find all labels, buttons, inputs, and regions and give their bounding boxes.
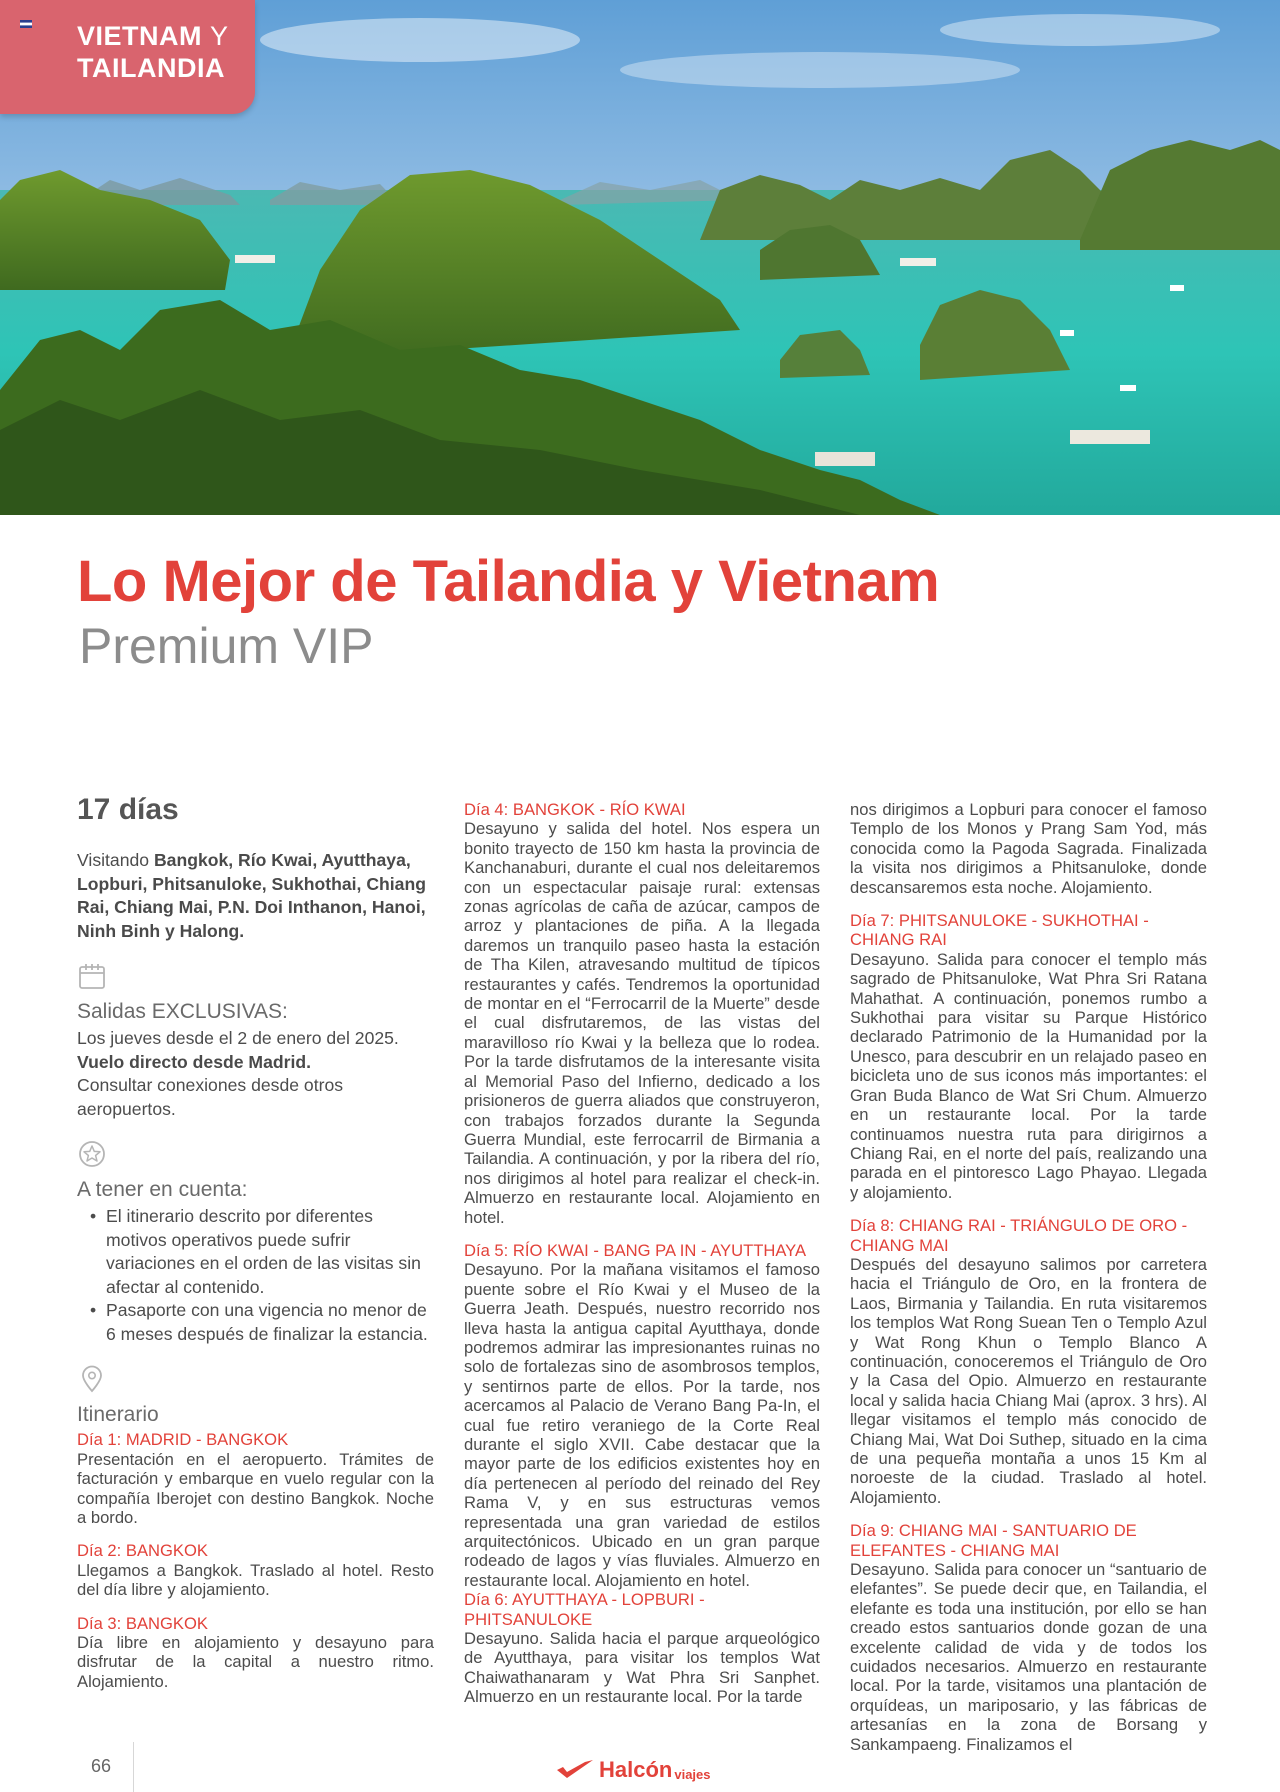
day-3-title: Día 3: BANGKOK: [77, 1613, 208, 1633]
trip-duration: 17 días: [77, 793, 179, 826]
day-3-text: Día libre en alojamiento y desayuno para disfrutar de la capital a nuestro ritmo. Alojamiento.: [77, 1633, 434, 1691]
departures-dates: Los jueves desde el 2 de enero del 2025.: [77, 1028, 399, 1049]
column-2: [464, 800, 820, 1707]
list-item: • El itinerario descrito por diferentes motivos operativos puede sufrir variaciones en el orden de las visitas sin afectar al contenido.: [90, 1205, 434, 1299]
footer-divider: [133, 1742, 134, 1792]
brand-logo: [555, 1753, 711, 1787]
day-6-text: Desayuno. Salida hacia el parque arqueológico de Ayutthaya, para visitar los templos Wat Chaiwathanaram y Wat Phra Sri Sanphet. Almuerzo en un restaurante local. Por la tarde: [464, 1629, 820, 1707]
star-icon: [77, 1139, 107, 1169]
brand-suffix: viajes: [674, 1766, 711, 1782]
column-1: [77, 793, 434, 1705]
spain-flag-icon: [20, 20, 32, 28]
day-6-title: Día 6: AYUTTHAYA - LOPBURI - PHITSANULOKE: [464, 1590, 705, 1629]
departures-heading: Salidas EXCLUSIVAS:: [77, 1000, 288, 1024]
day-4-title: Día 4: BANGKOK - RÍO KWAI: [464, 800, 686, 819]
halcon-wing-icon: [555, 1758, 595, 1782]
day-6-text-continued: nos dirigimos a Lopburi para conocer el famoso Templo de los Monos y Prang Sam Yod, más conocida como la Pagoda Sagrada. Finalizada la visita nos dirigimos a Phitsanuloke, donde descansaremos esta noche. Alojamiento.: [850, 800, 1207, 897]
page-number: 66: [91, 1756, 112, 1776]
list-item: • Pasaporte con una vigencia no menor de 6 meses después de finalizar la estancia.: [90, 1299, 434, 1346]
day-5-title: Día 5: RÍO KWAI - BANG PA IN - AYUTTHAYA: [464, 1240, 807, 1260]
day-4-text: Desayuno y salida del hotel. Nos espera un bonito trayecto de 150 km hasta la provincia de Kanchanaburi, durante el cual nos deleitaremos con un espectacular paisaje rural: extensas zonas agrícolas de caña de azúcar, campos de arroz y plantaciones de piña. A la llegada daremos un tranquilo paseo hasta la estación de Tha Kilen, atravesando multitud de típicos restaurantes y cafés. Tendremos la oportunidad de montar en el “Ferrocarril de la Muerte” desde el cual disfrutaremos, de las vistas del maravilloso río Kwai y la belleza que lo rodea. Por la tarde disfrutamos de la interesante visita al Memorial Paso del Infierno, dedicado a los prisioneros de guerra aliados que construyeron, con trabajos forzados durante la Segunda Guerra Mundial, este ferrocarril de Birmania a Tailandia. A continuación, y por la ribera del río, nos dirigimos al hotel para realizar el check-in. Almuerzo en restaurante local. Alojamiento en hotel.: [464, 819, 820, 1227]
page-title: Lo Mejor de Tailandia y Vietnam: [77, 549, 940, 614]
region-tag: [0, 0, 255, 114]
day-7-title: Día 7: PHITSANULOKE - SUKHOTHAI - CHIANG RAI: [850, 911, 1149, 950]
day-1-title: Día 1: MADRID - BANGKOK: [77, 1430, 289, 1450]
day-8-text: Después del desayuno salimos por carretera hacia el Triángulo de Oro, en la frontera de Laos, Birmania y Tailandia. En ruta visitaremos los templos Wat Rong Suean Ten o Templo Azul y Wat Rong Khun o Templo Blanco A continuación, conoceremos el Triángulo de Oro y la Casa del Opio. Almuerzo en restaurante local y salida hacia Chiang Mai (aprox. 3 hrs). Al llegar visitamos el templo más conocido de Chiang Mai, Wat Doi Suthep, situado en la cima de una pequeña montaña a unos 15 Km al noroeste de la ciudad. Traslado al hotel. Alojamiento.: [850, 1254, 1207, 1507]
itinerary-heading: Itinerario: [77, 1403, 159, 1427]
day-8-title: Día 8: CHIANG RAI - TRIÁNGULO DE ORO - CHIANG MAI: [850, 1216, 1188, 1255]
day-5-text: Desayuno. Por la mañana visitamos el famoso puente sobre el Río Kwai y el Museo de la Guerra Jeath. Después, nuestro recorrido nos lleva hasta la antigua capital Ayutthaya, donde podremos admirar las impresionantes ruinas no solo de fortalezas sino de asombrosos templos, y sentirnos parte de ellos. Por la tarde, nos acercamos al Palacio de Verano Bang Pa-In, el cual fue retiro veraniego de la Corte Real durante el siglo XVII. Cabe destacar que la mayor parte de los edificios existentes hoy en día pertenecen al período del reinado del Rey Rama V, y en sus estructuras vemos representada una gran variedad de estilos arquitectónicos. Ubicado en un gran parque rodeado de lagos y vías fluviales. Almuerzo en restaurante local. Alojamiento en hotel.: [464, 1260, 820, 1590]
calendar-icon: [77, 961, 107, 991]
page-subtitle: Premium VIP: [79, 618, 374, 674]
day-2-text: Llegamos a Bangkok. Traslado al hotel. Resto del día libre y alojamiento.: [77, 1560, 434, 1600]
visiting-summary: Visitando Bangkok, Río Kwai, Ayutthaya, Lopburi, Phitsanuloke, Sukhothai, Chiang Rai, Chiang Mai, P.N. Doi Inthanon, Hanoi, Ninh Binh y Halong.: [77, 850, 426, 941]
day-7-text: Desayuno. Salida para conocer el templo más sagrado de Phitsanuloke, Wat Phra Sri Ratana Mahathat. A continuación, ponemos rumbo a Sukhothai para visitar su Parque Histórico declarado Patrimonio de la Humanidad por la Unesco, para descubrir en un relajado paseo en bicicleta uno de sus iconos más importantes: el Gran Buda Blanco de Wat Sri Chum. Almuerzo en un restaurante local. Por la tarde continuamos nuestra ruta para dirigirnos a Chiang Rai, en el norte del país, realizando una parada en el pintoresco Lago Phayao. Llegada y alojamiento.: [850, 949, 1207, 1202]
region-line-1: VIETNAM Y: [77, 21, 229, 51]
day-2-title: Día 2: BANGKOK: [77, 1541, 208, 1561]
column-3: [850, 800, 1207, 1754]
departures-connections: Consultar conexiones desde otros aeropuertos.: [77, 1075, 344, 1119]
day-9-title: Día 9: CHIANG MAI - SANTUARIO DE ELEFANTES - CHIANG MAI: [850, 1521, 1137, 1560]
departures-flight: Vuelo directo desde Madrid.: [77, 1051, 311, 1072]
notes-heading: A tener en cuenta:: [77, 1178, 248, 1202]
notes-list: [90, 1205, 434, 1346]
day-1-text: Presentación en el aeropuerto. Trámites de facturación y embarque en vuelo regular con la compañía Iberojet con destino Bangkok. Noche a bordo.: [77, 1449, 434, 1528]
brand-name: Halcón: [599, 1757, 673, 1782]
location-pin-icon: [77, 1364, 107, 1394]
day-9-text: Desayuno. Salida para conocer un “santuario de elefantes”. Se puede decir que, en Tailandia, el elefante es toda una institución, por ello se han creado estos santuarios donde gozan de una excelente calidad de vida y de todos los cuidados necesarios. Almuerzo en restaurante local. Por la tarde, visitamos una plantación de orquídeas, un mariposario, y las fábricas de artesanías en la zona de Borsang y Sankampaeng. Finalizamos el: [850, 1560, 1207, 1754]
region-line-2: TAILANDIA: [77, 53, 225, 83]
